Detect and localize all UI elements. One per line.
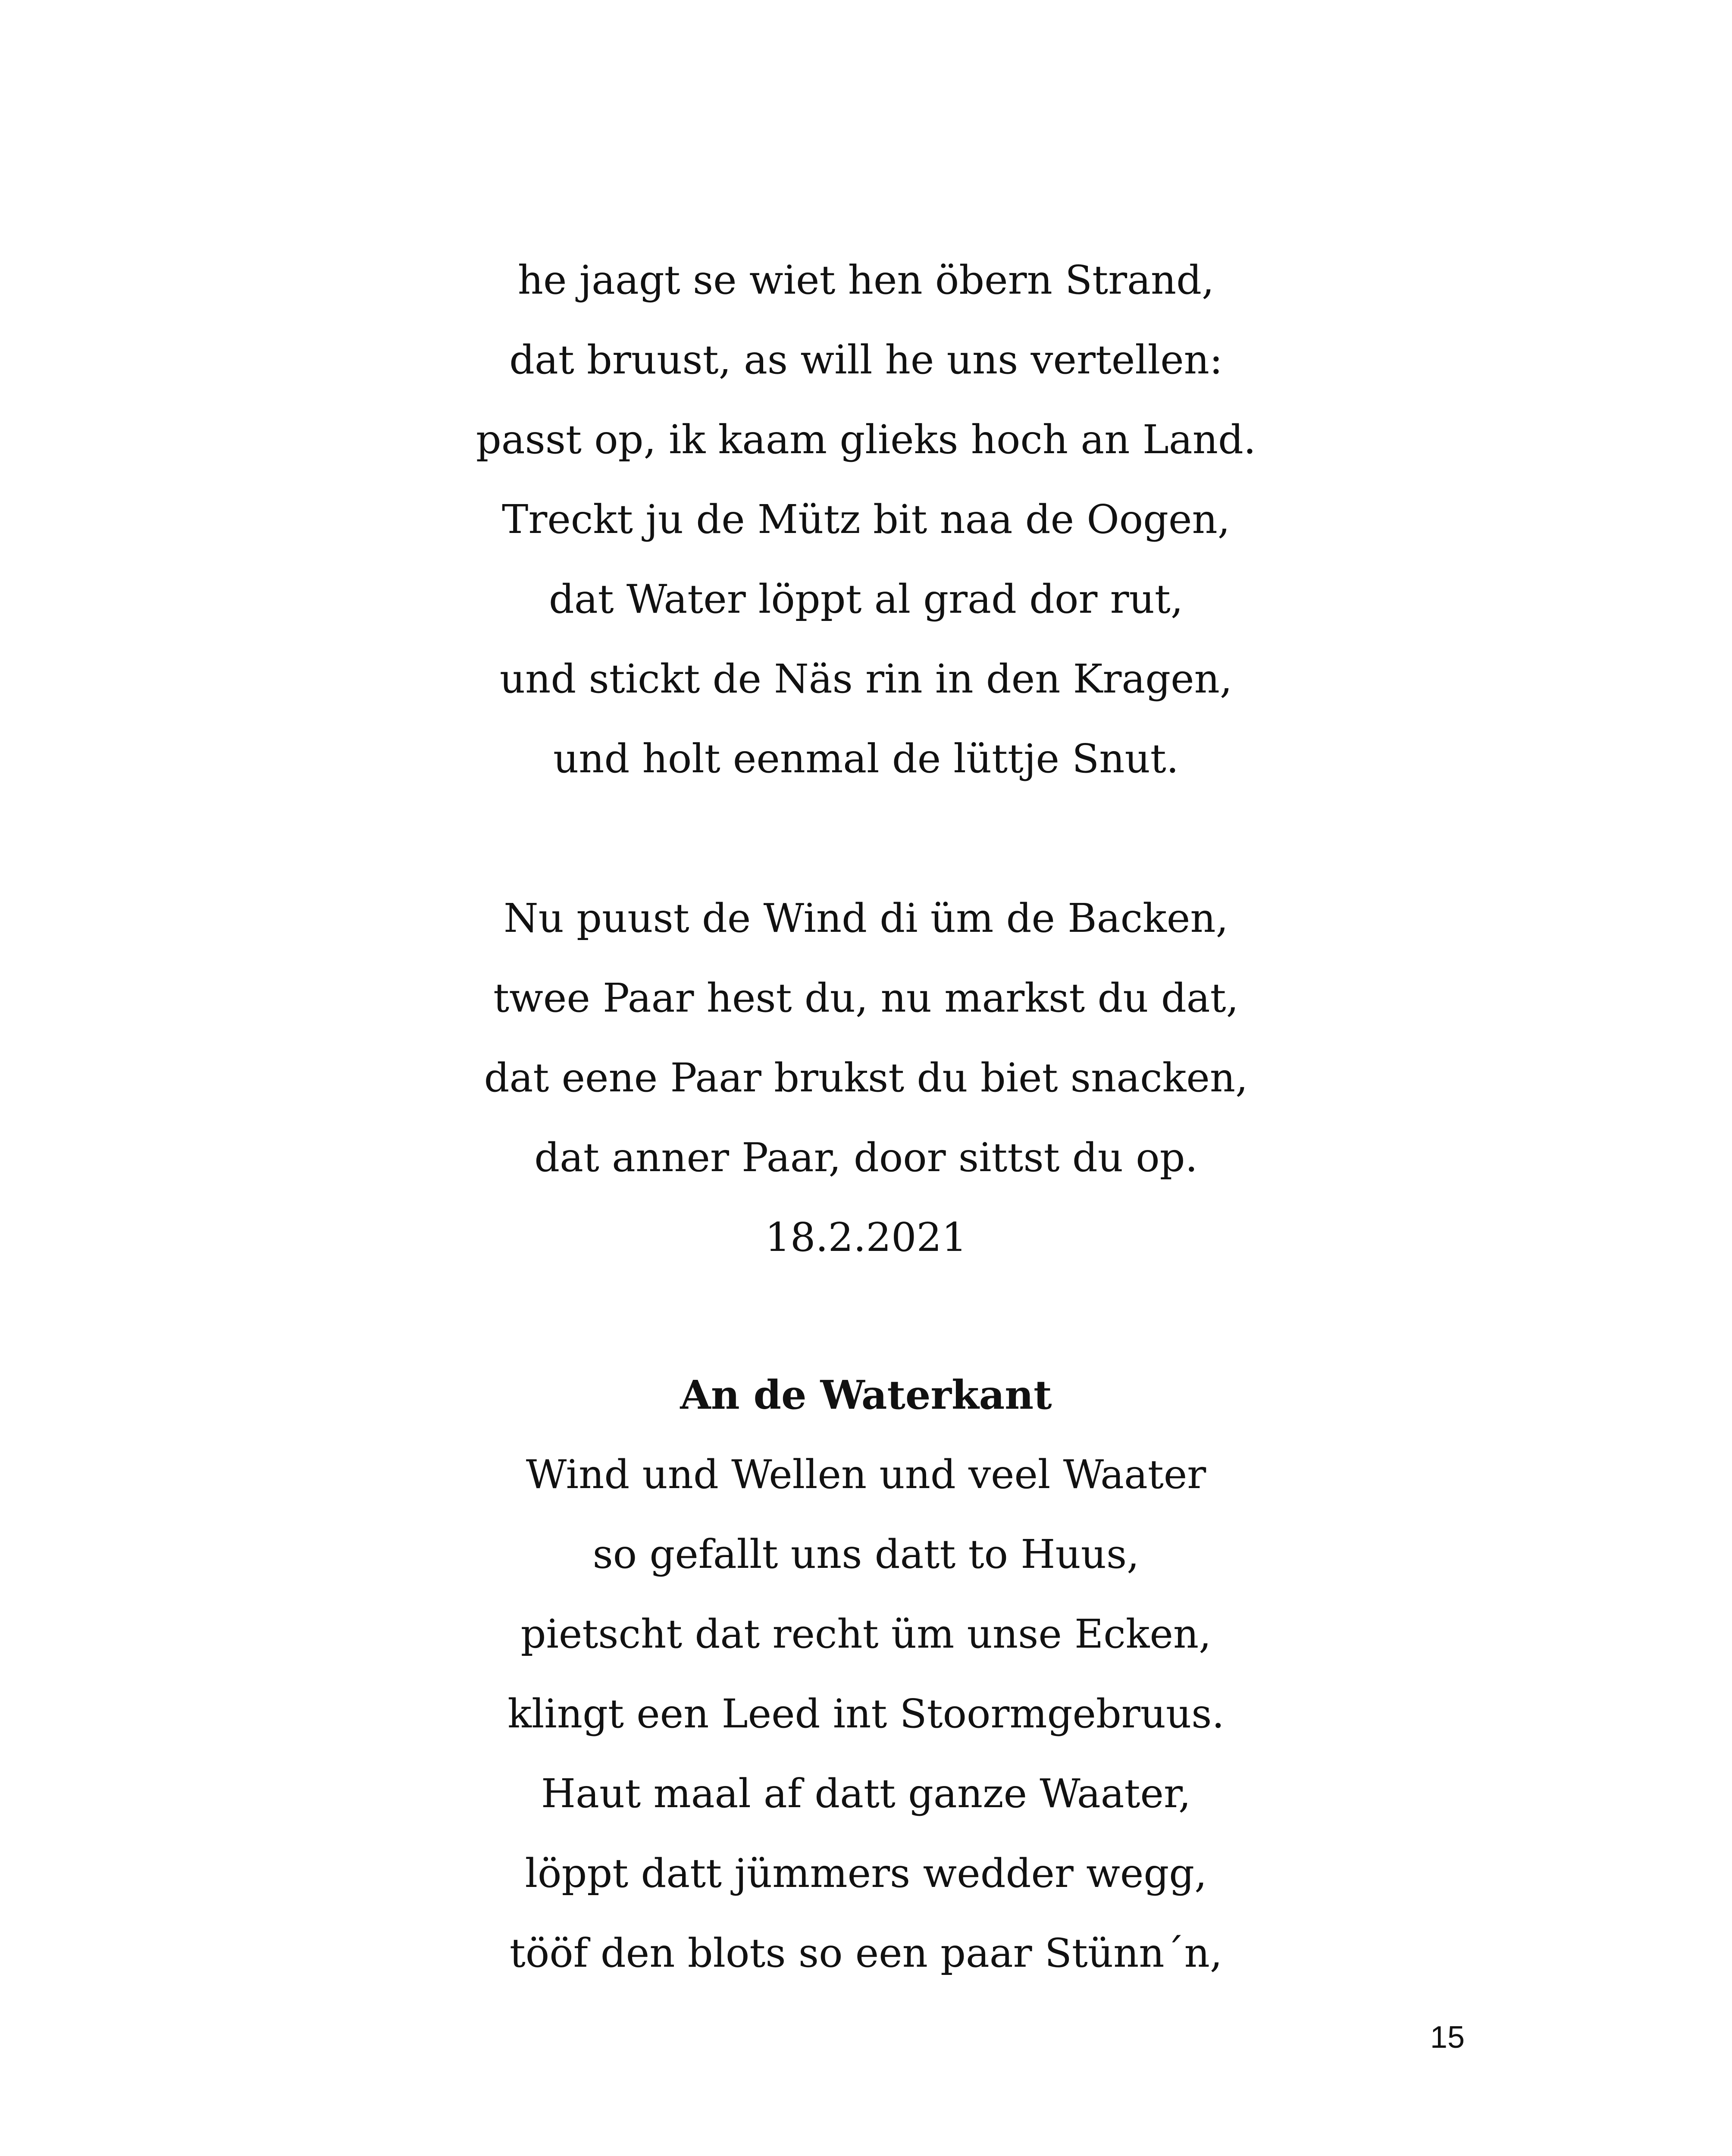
poem-line: Treckt ju de Mütz bit naa de Oogen, (502, 496, 1230, 542)
poem-line: pietscht dat recht üm unse Ecken, (520, 1611, 1212, 1657)
poem-line: löppt datt jümmers wedder wegg, (525, 1850, 1207, 1896)
poem-line: Haut maal af datt ganze Waater, (541, 1771, 1191, 1817)
poem-title: An de Waterkant (680, 1372, 1052, 1418)
poem-date: 18.2.2021 (765, 1214, 967, 1260)
page-number: 15 (1430, 2020, 1465, 2055)
poem-line: Nu puust de Wind di üm de Backen, (504, 895, 1228, 941)
poem-line: so gefallt uns datt to Huus, (592, 1531, 1140, 1577)
poem-line: und holt eenmal de lüttje Snut. (553, 736, 1179, 782)
poem-line: und stickt de Näs rin in den Kragen, (499, 656, 1233, 702)
poem-line: twee Paar hest du, nu markst du dat, (493, 975, 1239, 1021)
poem-line: dat Water löppt al grad dor rut, (548, 576, 1184, 622)
poem-line: dat eene Paar brukst du biet snacken, (484, 1055, 1248, 1101)
poem-line: passt op, ik kaam glieks hoch an Land. (476, 417, 1256, 463)
poem-line: dat bruust, as will he uns vertellen: (509, 337, 1223, 383)
poem-line: dat anner Paar, door sittst du op. (534, 1134, 1198, 1181)
poem-line: Wind und Wellen und veel Waater (526, 1451, 1206, 1498)
poem-line: klingt een Leed int Stoormgebruus. (507, 1691, 1225, 1737)
poem-line: tööf den blots so een paar Stünn´n, (509, 1930, 1223, 1976)
poem-line: he jaagt se wiet hen öbern Strand, (517, 257, 1215, 303)
